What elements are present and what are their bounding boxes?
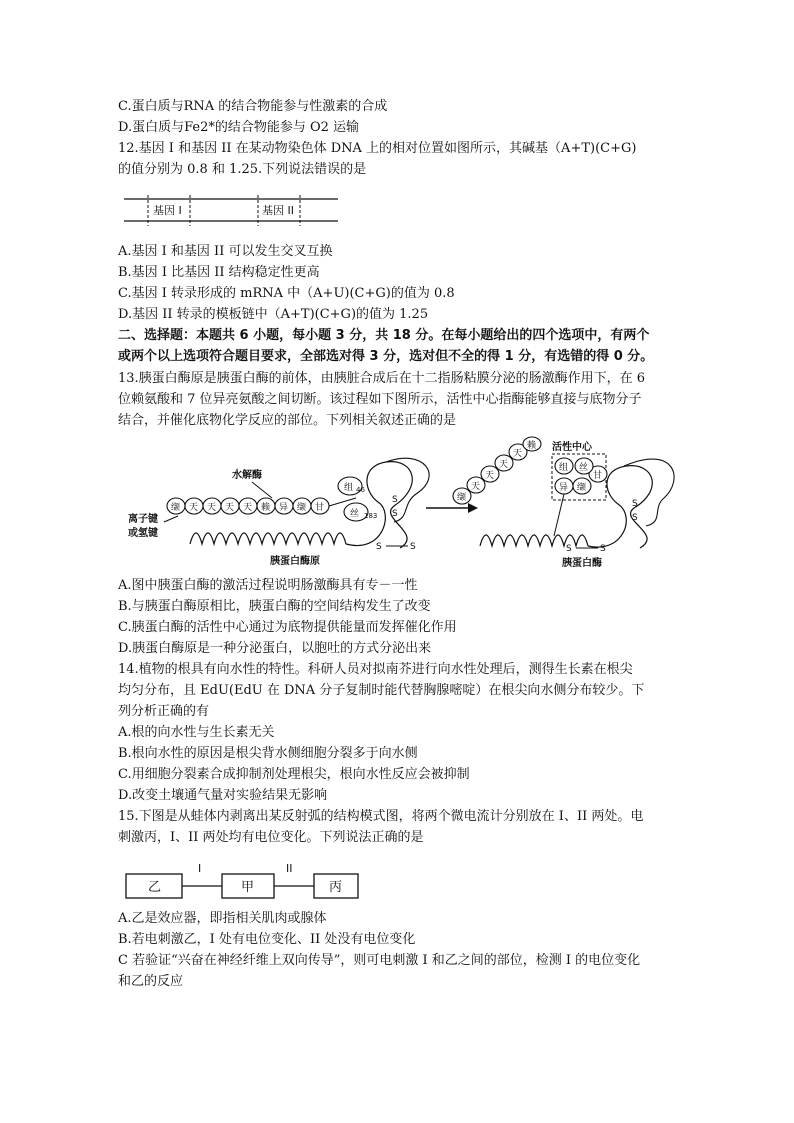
residue-asp-label: 天 <box>243 503 253 513</box>
q12-option-c: C.基因 I 转录形成的 mRNA 中（A+U)(C+G)的值为 0.8 <box>118 286 455 301</box>
gene-position-diagram <box>120 193 342 229</box>
center-residue-label: 异 <box>559 483 569 493</box>
box-jia-label: 甲 <box>241 880 255 895</box>
active-center-label: 活性中心 <box>552 442 592 453</box>
residue-his-number: 46 <box>356 486 365 494</box>
ionic-bond-label: 离子键 <box>128 514 158 525</box>
residue-ile-label: 异 <box>279 503 289 513</box>
q15-option-a: A.乙是效应器，即指相关肌肉或腺体 <box>118 911 327 926</box>
q14-stem-line2: 均匀分布，且 EdU(EdU 在 DNA 分子复制时能代替胸腺嘧啶）在根尖向水侧分布较少。下 <box>118 683 645 698</box>
released-residue-label: 天 <box>471 482 481 492</box>
q15-option-c-line2: 和乙的反应 <box>118 974 184 989</box>
disulfide-s1: S <box>392 495 398 505</box>
disulfide-s4: S <box>410 542 416 552</box>
site-ii-label: II <box>286 862 293 875</box>
q15-stem-line1: 15.下图是从蛙体内剥离出某反射弧的结构模式图，将两个微电流计分别放在 I、II 两处。电 <box>118 809 644 824</box>
trypsin-label: 胰蛋白酶 <box>562 558 602 569</box>
residue-asp-label: 天 <box>225 503 235 513</box>
residue-val-label: 缬 <box>171 503 181 513</box>
released-peptide <box>453 437 541 504</box>
center-residue-label: 缬 <box>577 483 587 493</box>
precursor-peptide-chain <box>167 498 329 514</box>
center-residue-label: 组 <box>559 463 569 473</box>
q13-stem-line1: 13.胰蛋白酶原是胰蛋白酶的前体，由胰脏合成后在十二指肠粘膜分泌的肠激酶作用下，在 6 <box>118 371 646 386</box>
trypsin-disulfide-s2: S <box>632 513 638 523</box>
residue-val-label: 缬 <box>297 503 307 513</box>
trypsin-activation-diagram <box>124 436 680 572</box>
gene2-label: 基因 II <box>262 204 294 217</box>
q13-stem-line3: 结合，并催化底物化学反应的部位。下列相关叙述正确的是 <box>118 413 457 428</box>
residue-his-label: 组 <box>344 483 354 493</box>
released-residue-label: 天 <box>513 449 523 459</box>
q13-option-c: C.胰蛋白酶的活性中心通过为底物提供能量而发挥催化作用 <box>118 620 457 635</box>
q15-option-b: B.若电刺激乙，I 处有电位变化、II 处没有电位变化 <box>118 932 416 947</box>
released-residue-label: 天 <box>485 471 495 481</box>
arrow-head <box>468 503 478 513</box>
gene1-label: 基因 I <box>153 204 182 217</box>
section2-heading-line2: 或两个以上选项符合题目要求，全部选对得 3 分，选对但不全的得 1 分，有选错的得 0 分。 <box>118 349 654 364</box>
released-residue-label: 天 <box>499 460 509 470</box>
q13-option-a: A.图中胰蛋白酶的激活过程说明肠激酶具有专－一性 <box>118 578 418 593</box>
center-residue-label: 甘 <box>593 471 603 481</box>
hydrolase-label: 水解酶 <box>232 470 262 481</box>
residue-lys-label: 赖 <box>261 503 271 513</box>
q12-stem-line2: 的值分别为 0.8 和 1.25.下列说法错误的是 <box>118 162 367 177</box>
box-bing-label: 丙 <box>329 880 343 895</box>
q14-stem-line3: 列分析正确的有 <box>118 704 210 719</box>
disulfide-s2: S <box>392 509 398 519</box>
released-residue-label: 缬 <box>457 493 467 503</box>
trypsin-disulfide-s3: S <box>566 544 572 554</box>
site-i-label: I <box>198 862 202 875</box>
released-residue-label: 赖 <box>527 441 537 451</box>
q15-option-c-line1: C 若验证“兴奋在神经纤维上双向传导”，则可电刺激 I 和乙之间的部位，检测 I 的电位变化 <box>118 953 641 968</box>
q14-option-b: B.根向水性的原因是根尖背水侧细胞分裂多于向水侧 <box>118 746 418 761</box>
residue-gly-label: 甘 <box>315 503 325 513</box>
trypsinogen-label: 胰蛋白酶原 <box>270 556 320 567</box>
q12-stem-line1: 12.基因 I 和基因 II 在某动物染色体 DNA 上的相对位置如图所示，其碱基（A+T)(C+G) <box>118 141 637 156</box>
q14-stem-line1: 14.植物的根具有向水性的特性。科研人员对拟南芥进行向水性处理后，测得生长素在根尖 <box>118 662 633 677</box>
residue-ser-number: 183 <box>364 512 378 520</box>
q14-option-d: D.改变土壤通气量对实验结果无影响 <box>118 788 328 803</box>
precursor-coil <box>190 533 346 544</box>
box-yi-label: 乙 <box>148 880 162 895</box>
center-residue-label: 丝 <box>579 463 589 473</box>
q15-stem-line2: 刺激丙，I、II 两处均有电位变化。下列说法正确的是 <box>118 830 424 845</box>
q14-option-a: A.根的向水性与生长素无关 <box>118 725 275 740</box>
disulfide-s3: S <box>376 542 382 552</box>
q13-option-d: D.胰蛋白酶原是一种分泌蛋白，以胞吐的方式分泌出来 <box>118 641 432 656</box>
trypsin-coil <box>480 535 588 546</box>
hydrogen-bond-label: 或氢键 <box>128 528 158 539</box>
residue-ser-label: 丝 <box>350 509 360 519</box>
trypsin-disulfide-s1: S <box>632 499 638 509</box>
trypsin-disulfide-s4: S <box>600 544 606 554</box>
q13-stem-line2: 位赖氨酸和 7 位异亮氨酸之间切断。该过程如下图所示，活性中心指酶能够直接与底物分子 <box>118 392 642 407</box>
section2-heading-line1: 二、选择题：本题共 6 小题，每小题 3 分，共 18 分。在每小题给出的四个选项中，有两个 <box>118 328 650 343</box>
residue-asp-label: 天 <box>189 503 199 513</box>
q12-option-d: D.基因 II 转录的模板链中（A+T)(C+G)的值为 1.25 <box>118 307 429 322</box>
residue-asp-label: 天 <box>207 503 217 513</box>
reflex-arc-diagram <box>122 858 362 902</box>
q12-option-b: B.基因 I 比基因 II 结构稳定性更高 <box>118 265 320 280</box>
q12-option-a: A.基因 I 和基因 II 可以发生交叉互换 <box>118 244 333 259</box>
q13-option-b: B.与胰蛋白酶原相比，胰蛋白酶的空间结构发生了改变 <box>118 599 431 614</box>
q14-option-c: C.用细胞分裂素合成抑制剂处理根尖，根向水性反应会被抑制 <box>118 767 470 782</box>
q11-option-d: D.蛋白质与Fe2*的结合物能参与 O2 运输 <box>118 120 360 135</box>
q11-option-c: C.蛋白质与RNA 的结合物能参与性激素的合成 <box>118 99 388 114</box>
